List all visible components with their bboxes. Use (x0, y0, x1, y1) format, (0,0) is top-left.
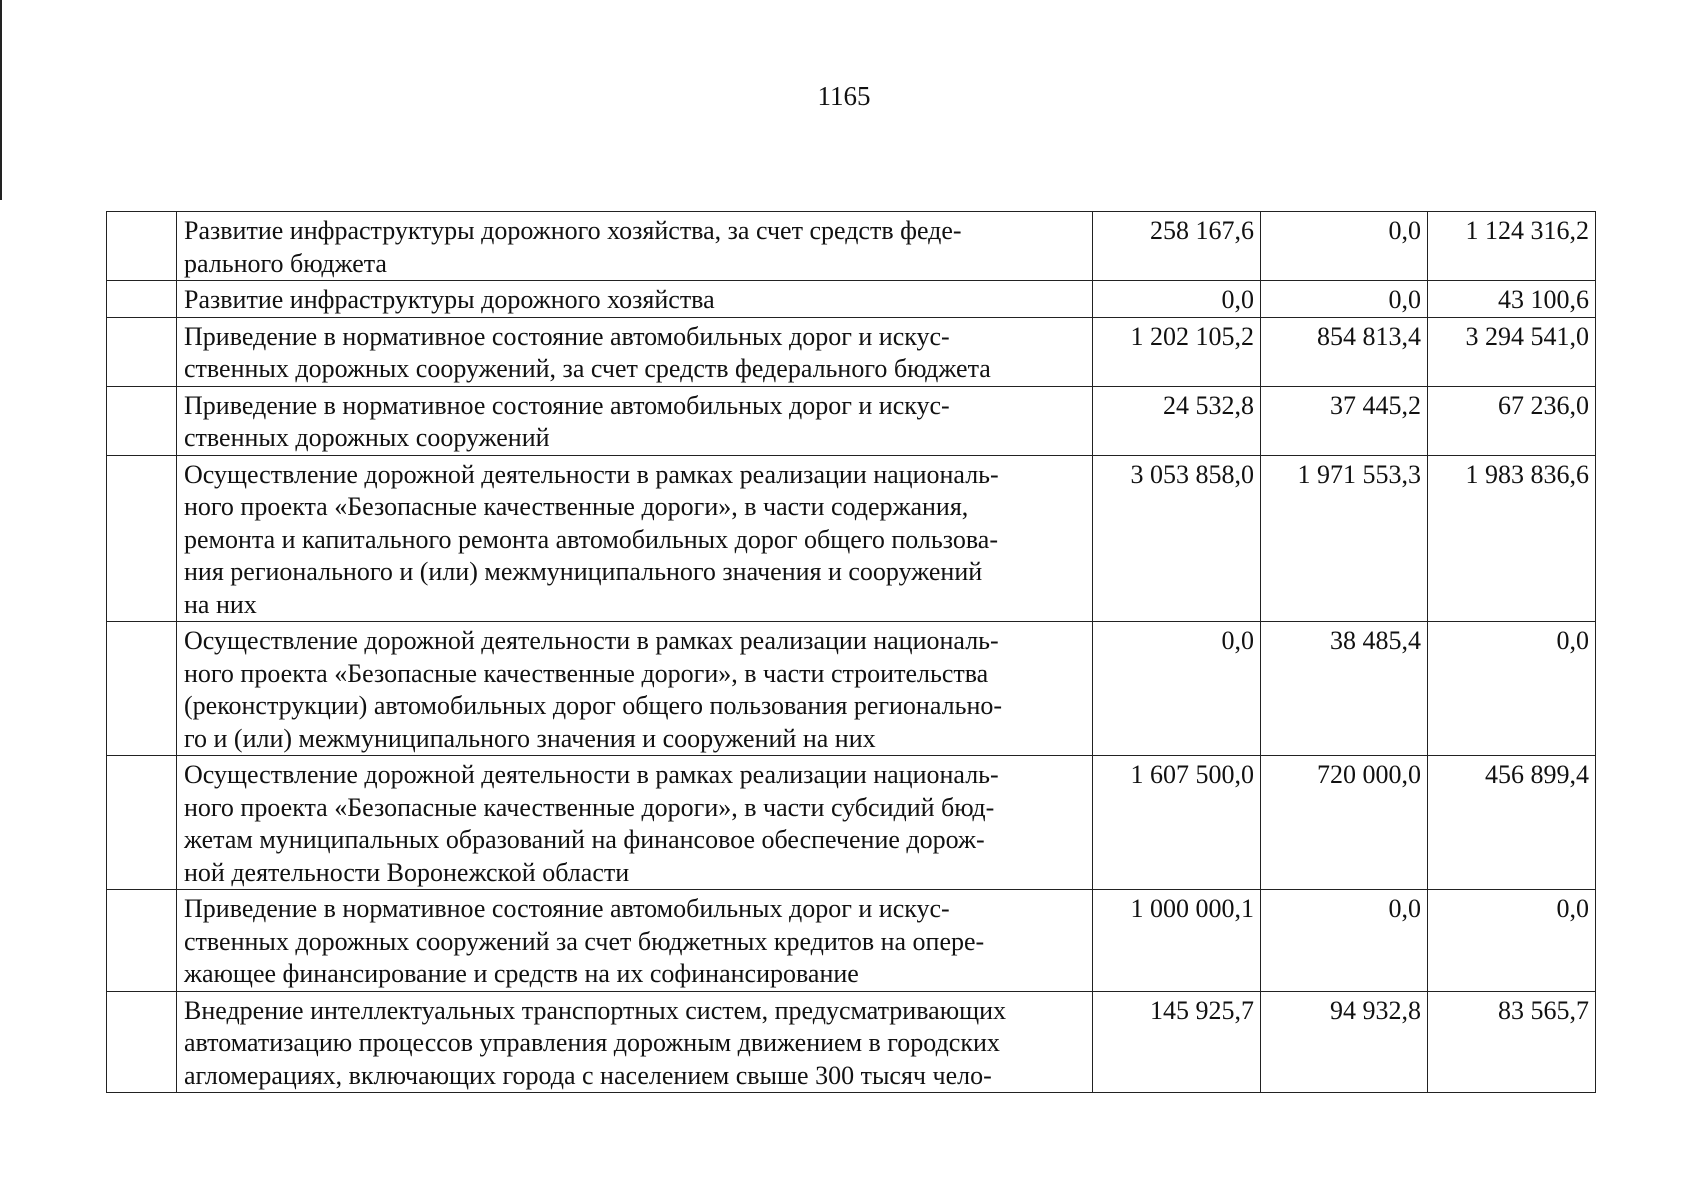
description-line: ственных дорожных сооружений за счет бюджетных кредитов на опере- (184, 926, 985, 956)
description-line: Внедрение интеллектуальных транспортных систем, предусматривающих (184, 995, 1007, 1025)
table-row (107, 317, 1596, 386)
row-description (177, 890, 1093, 992)
table-row (107, 756, 1596, 890)
description-line: Развитие инфраструктуры дорожного хозяйства, за счет средств феде- (184, 216, 962, 245)
row-number-cell (107, 212, 177, 281)
description-line: жетам муниципальных образований на финансовое обеспечение дорож- (184, 825, 985, 854)
description-line: ственных дорожных сооружений, за счет средств федерального бюджета (184, 354, 991, 383)
description-line: ного проекта «Безопасные качественные дороги», в части субсидий бюд- (184, 792, 995, 822)
row-value-2: 0,0 (1261, 281, 1428, 318)
description-line: го и (или) межмуниципального значения и сооружений на них (184, 723, 876, 753)
row-value-2: 720 000,0 (1261, 756, 1428, 890)
row-value-3: 0,0 (1428, 622, 1596, 756)
table-row (107, 622, 1596, 756)
row-value-1: 1 607 500,0 (1093, 756, 1261, 890)
row-value-3: 0,0 (1428, 890, 1596, 992)
description-line: ния регионального и (или) межмуниципального значения и сооружений (184, 557, 983, 586)
page-number: 1165 (817, 81, 871, 111)
row-value-1: 3 053 858,0 (1093, 455, 1261, 622)
row-value-3: 3 294 541,0 (1428, 317, 1596, 386)
table-row (107, 455, 1596, 622)
description-line: (реконструкции) автомобильных дорог общего пользования регионально- (184, 691, 1003, 720)
row-description (177, 991, 1093, 1093)
row-value-1: 1 000 000,1 (1093, 890, 1261, 992)
description-line: Осуществление дорожной деятельности в рамках реализации националь- (184, 760, 999, 789)
row-value-3: 456 899,4 (1428, 756, 1596, 890)
description-line: на них (184, 589, 257, 619)
table-body (107, 212, 1596, 1093)
row-number-cell (107, 622, 177, 756)
table-row (107, 890, 1596, 992)
row-number-cell (107, 455, 177, 622)
budget-table (106, 211, 1596, 1093)
description-line: ной деятельности Воронежской области (184, 857, 630, 887)
description-line: Приведение в нормативное состояние автомобильных дорог и искус- (184, 321, 950, 351)
row-number-cell (107, 281, 177, 318)
row-number-cell (107, 317, 177, 386)
row-value-3: 1 983 836,6 (1428, 455, 1596, 622)
description-line: рального бюджета (184, 248, 387, 278)
row-description (177, 455, 1093, 622)
description-line: автоматизацию процессов управления дорожным движением в городских (184, 1028, 1000, 1057)
row-value-3: 1 124 316,2 (1428, 212, 1596, 281)
description-line: жающее финансирование и средств на их софинансирование (184, 959, 859, 988)
description-line: Приведение в нормативное состояние автомобильных дорог и искус- (184, 390, 950, 420)
description-line: ного проекта «Безопасные качественные дороги», в части строительства (184, 658, 989, 688)
description-line: ремонта и капитального ремонта автомобильных дорог общего пользова- (184, 524, 998, 554)
row-description (177, 281, 1093, 318)
row-value-1: 0,0 (1093, 281, 1261, 318)
row-number-cell (107, 890, 177, 992)
row-description (177, 317, 1093, 386)
description-line: Развитие инфраструктуры дорожного хозяйства (184, 285, 715, 314)
row-value-2: 0,0 (1261, 890, 1428, 992)
table-row (107, 991, 1596, 1093)
row-description (177, 756, 1093, 890)
row-value-3: 67 236,0 (1428, 386, 1596, 455)
row-description (177, 212, 1093, 281)
row-number-cell (107, 386, 177, 455)
row-value-1: 1 202 105,2 (1093, 317, 1261, 386)
row-value-2: 94 932,8 (1261, 991, 1428, 1093)
table-row (107, 281, 1596, 318)
row-value-2: 37 445,2 (1261, 386, 1428, 455)
description-line: Приведение в нормативное состояние автомобильных дорог и искус- (184, 894, 950, 923)
table-row (107, 212, 1596, 281)
row-value-1: 258 167,6 (1093, 212, 1261, 281)
description-line: ного проекта «Безопасные качественные дороги», в части содержания, (184, 492, 969, 521)
row-value-3: 43 100,6 (1428, 281, 1596, 318)
description-line: агломерациях, включающих города с населением свыше 300 тысяч чело- (184, 1060, 992, 1090)
row-value-1: 24 532,8 (1093, 386, 1261, 455)
row-description (177, 622, 1093, 756)
table-row (107, 386, 1596, 455)
row-number-cell (107, 756, 177, 890)
description-line: ственных дорожных сооружений (184, 423, 550, 452)
row-description (177, 386, 1093, 455)
description-line: Осуществление дорожной деятельности в рамках реализации националь- (184, 626, 999, 655)
row-value-1: 0,0 (1093, 622, 1261, 756)
row-value-2: 0,0 (1261, 212, 1428, 281)
row-value-3: 83 565,7 (1428, 991, 1596, 1093)
row-value-1: 145 925,7 (1093, 991, 1261, 1093)
row-value-2: 854 813,4 (1261, 317, 1428, 386)
row-number-cell (107, 991, 177, 1093)
description-line: Осуществление дорожной деятельности в рамках реализации националь- (184, 459, 999, 489)
row-value-2: 1 971 553,3 (1261, 455, 1428, 622)
row-value-2: 38 485,4 (1261, 622, 1428, 756)
